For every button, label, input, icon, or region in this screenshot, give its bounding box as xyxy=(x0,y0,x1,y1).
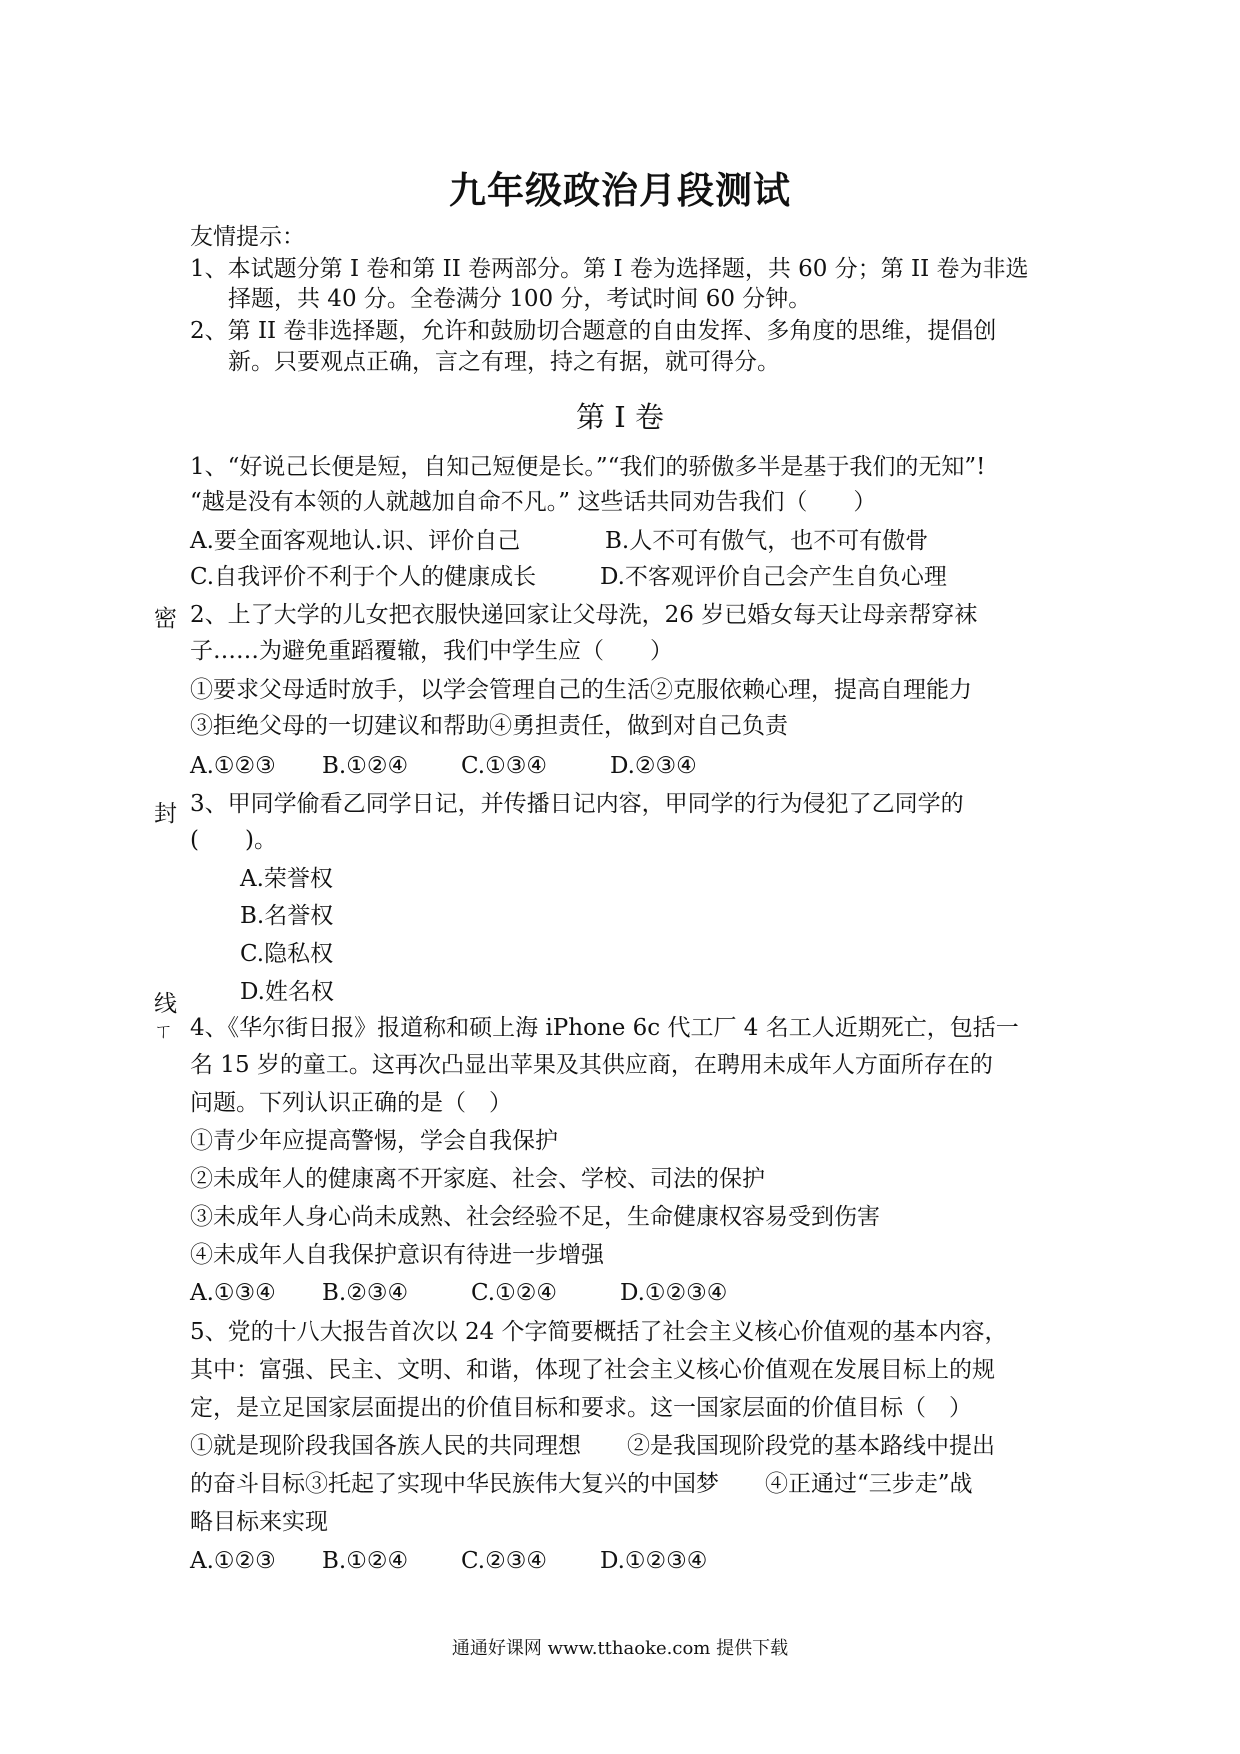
q5-option-c: C.②③④ xyxy=(461,1548,547,1574)
q3-option-d: D.姓名权 xyxy=(240,979,334,1005)
q2-statement-1: ①要求父母适时放手，以学会管理自己的生活②克服依赖心理，提高自理能力 xyxy=(190,677,972,703)
q2-option-a: A.①②③ xyxy=(190,753,276,779)
q5-statement-3: 略目标来实现 xyxy=(190,1509,328,1535)
q1-stem-cont: “越是没有本领的人就越加自命不凡。” 这些话共同劝告我们（ ） xyxy=(190,489,877,515)
q4-option-c: C.①②④ xyxy=(471,1280,557,1306)
notice-item-2: 2、第 II 卷非选择题，允许和鼓励切合题意的自由发挥、多角度的思维，提倡创 xyxy=(190,318,997,344)
q1-option-b: B.人不可有傲气，也不可有傲骨 xyxy=(605,528,929,554)
notice-item-2-cont: 新。只要观点正确，言之有理，持之有据，就可得分。 xyxy=(228,349,780,375)
q2-stem-cont: 子……为避免重蹈覆辙，我们中学生应（ ） xyxy=(190,638,673,664)
q4-option-b: B.②③④ xyxy=(322,1280,409,1306)
section-title: 第 I 卷 xyxy=(576,400,664,434)
q5-statement-2: 的奋斗目标③托起了实现中华民族伟大复兴的中国梦 ④正通过“三步走”战 xyxy=(190,1471,973,1497)
q4-option-d: D.①②③④ xyxy=(620,1280,728,1306)
q5-option-d: D.①②③④ xyxy=(600,1548,708,1574)
q5-stem-cont-1: 其中：富强、民主、文明、和谐，体现了社会主义核心价值观在发展目标上的规 xyxy=(190,1357,995,1383)
q4-option-a: A.①③④ xyxy=(190,1280,276,1306)
notice-item-1: 1、本试题分第 I 卷和第 II 卷两部分。第 I 卷为选择题，共 60 分；第 II 卷为非选 xyxy=(190,256,1029,282)
q3-stem: 3、甲同学偷看乙同学日记，并传播日记内容，甲同学的行为侵犯了乙同学的 xyxy=(190,791,964,817)
q2-option-c: C.①③④ xyxy=(461,753,547,779)
margin-mark-mi: 密 xyxy=(154,606,177,632)
q4-statement-2: ②未成年人的健康离不开家庭、社会、学校、司法的保护 xyxy=(190,1166,765,1192)
q3-option-b: B.名誉权 xyxy=(240,903,334,929)
q1-option-d: D.不客观评价自己会产生自负心理 xyxy=(600,564,947,590)
notice-heading: 友情提示： xyxy=(190,224,305,250)
q2-stem: 2、上了大学的儿女把衣服快递回家让父母洗，26 岁已婚女每天让母亲帮穿袜 xyxy=(190,602,978,628)
q4-statement-1: ①青少年应提高警惕，学会自我保护 xyxy=(190,1128,558,1154)
q2-option-d: D.②③④ xyxy=(610,753,697,779)
page-title: 九年级政治月段测试 xyxy=(449,168,791,212)
q2-statement-2: ③拒绝父母的一切建议和帮助④勇担责任，做到对自己负责 xyxy=(190,713,788,739)
q5-option-b: B.①②④ xyxy=(322,1548,409,1574)
q4-stem-cont-1: 名 15 岁的童工。这再次凸显出苹果及其供应商，在聘用未成年人方面所存在的 xyxy=(190,1052,993,1078)
notice-item-1-cont: 择题，共 40 分。全卷满分 100 分，考试时间 60 分钟。 xyxy=(228,286,812,312)
q4-stem: 4、《华尔街日报》报道称和硕上海 iPhone 6c 代工厂 4 名工人近期死亡，包括一 xyxy=(190,1015,1019,1041)
q4-stem-cont-2: 问题。下列认识正确的是（ ） xyxy=(190,1090,512,1116)
q4-statement-3: ③未成年人身心尚未成熟、社会经验不足，生命健康权容易受到伤害 xyxy=(190,1204,880,1230)
q2-option-b: B.①②④ xyxy=(322,753,409,779)
q1-option-c: C.自我评价不利于个人的健康成长 xyxy=(190,564,537,590)
q4-statement-4: ④未成年人自我保护意识有待进一步增强 xyxy=(190,1242,604,1268)
q5-stem-cont-2: 定，是立足国家层面提出的价值目标和要求。这一国家层面的价值目标（ ） xyxy=(190,1395,972,1421)
q3-option-c: C.隐私权 xyxy=(240,941,334,967)
margin-mark-feng: 封 xyxy=(154,801,177,827)
q1-option-a: A.要全面客观地认.识、评价自己 xyxy=(190,528,521,554)
q5-stem: 5、党的十八大报告首次以 24 个字简要概括了社会主义核心价值观的基本内容， xyxy=(190,1319,1008,1345)
q1-stem: 1、“好说己长便是短，自知己短便是长。”“我们的骄傲多半是基于我们的无知”! xyxy=(190,454,986,480)
q5-option-a: A.①②③ xyxy=(190,1548,276,1574)
margin-mark-tick: ㄒ xyxy=(154,1020,174,1042)
margin-mark-xian: 线 xyxy=(154,991,177,1017)
q3-option-a: A.荣誉权 xyxy=(240,866,333,892)
q3-stem-cont: ( )。 xyxy=(190,827,277,853)
q5-statement-1: ①就是现阶段我国各族人民的共同理想 ②是我国现阶段党的基本路线中提出 xyxy=(190,1433,995,1459)
footer-credit: 通通好课网 www.tthaoke.com 提供下载 xyxy=(451,1638,789,1659)
